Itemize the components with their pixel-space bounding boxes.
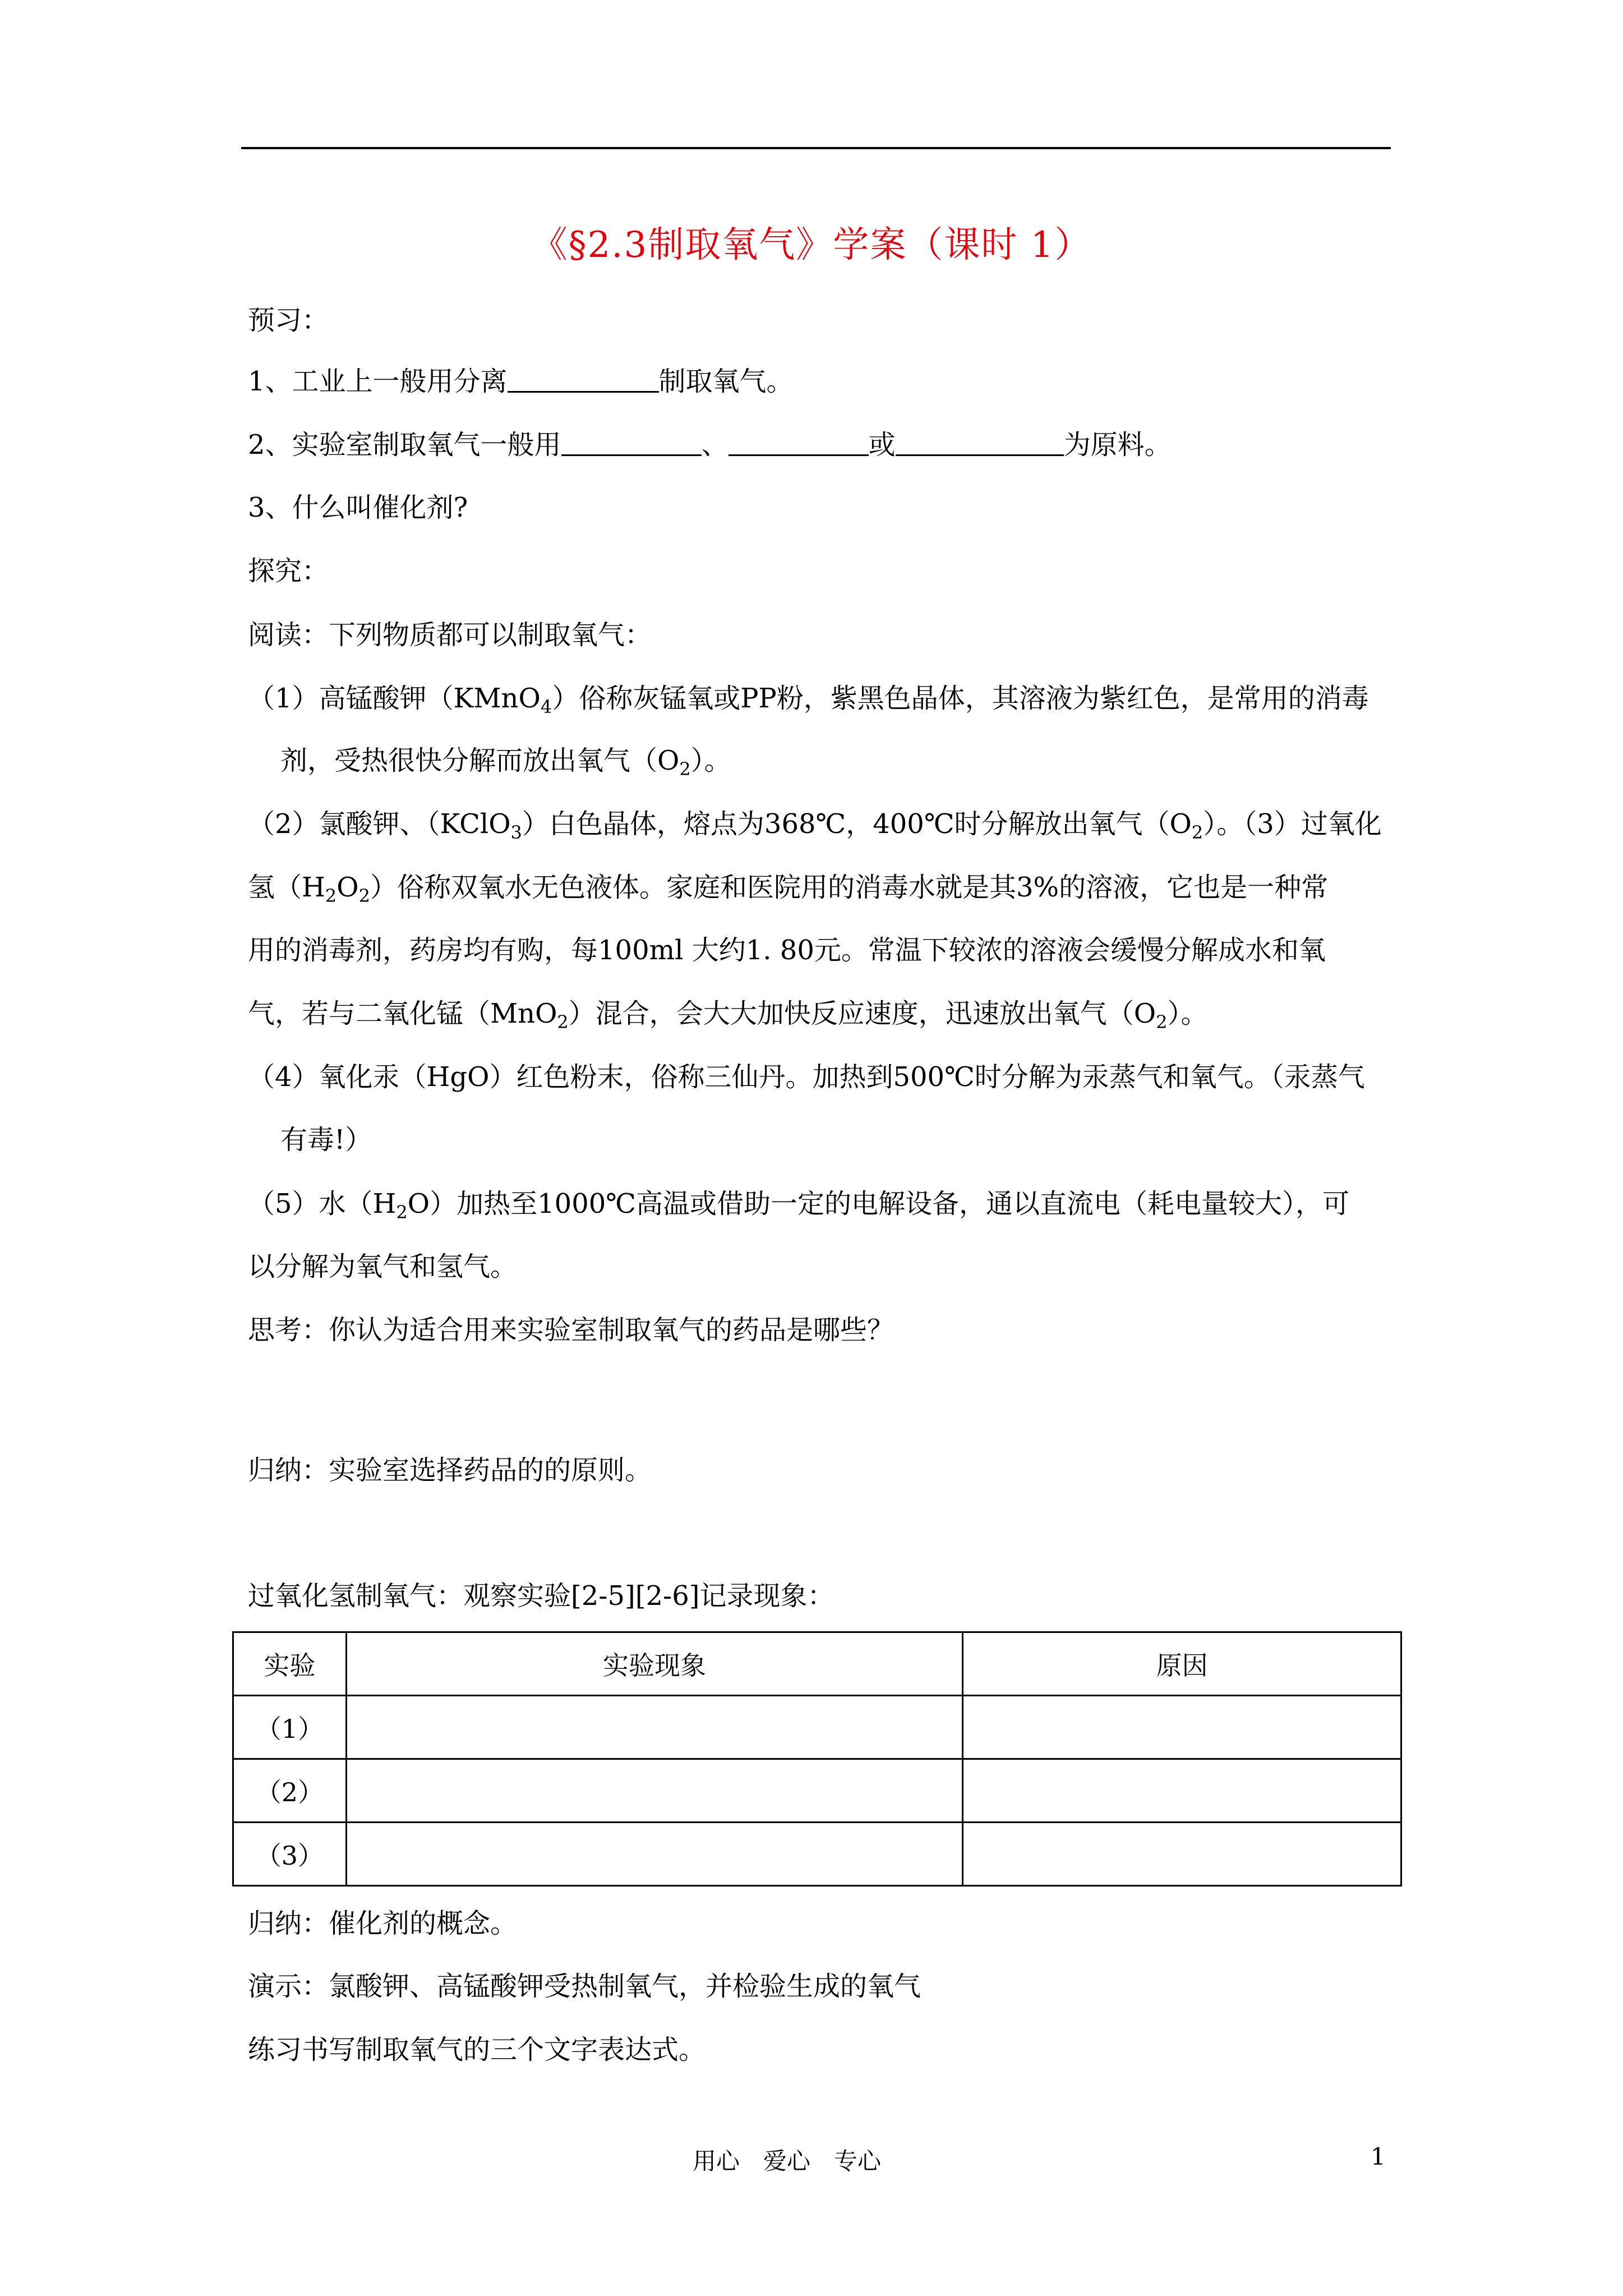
item-2-line-2 (248, 871, 1328, 913)
question-2 (248, 427, 1172, 462)
page-title: 《§2.3制取氧气》学案（课时 1） (531, 224, 1092, 266)
summary-catalyst: 归纳：催化剂的概念。 (248, 1908, 518, 1939)
item-5-line-1 (248, 1187, 1349, 1229)
text-segment: （5）水（H (248, 1188, 396, 1220)
answer-blank[interactable] (561, 427, 702, 456)
text-segment: 氢（H (248, 872, 325, 903)
answer-blank[interactable] (508, 364, 659, 393)
practice-text: 练习书写制取氧气的三个文字表达式。 (248, 2034, 706, 2065)
text-segment: O (336, 872, 359, 903)
reading-intro: 阅读：下列物质都可以制取氧气： (248, 619, 652, 651)
subscript: 2 (325, 885, 337, 907)
subscript: 2 (557, 1011, 569, 1033)
question-2-prefix: 2、实验室制取氧气一般用 (248, 429, 561, 461)
item-5-line-2: 以分解为氧气和氢气。 (248, 1251, 518, 1282)
row-label: （2） (233, 1759, 347, 1823)
text-segment: ）俗称双氧水无色液体。家庭和医院用的消毒水就是其3%的溶液，它也是一种常 (370, 872, 1329, 903)
table-row (233, 1759, 1401, 1823)
item-2-line-4 (248, 997, 1208, 1039)
answer-blank[interactable] (896, 427, 1064, 456)
summary-principles: 归纳：实验室选择药品的的原则。 (248, 1455, 652, 1486)
text-segment: 气，若与二氧化锰（MnO (248, 998, 557, 1029)
phenomenon-cell[interactable] (346, 1696, 962, 1759)
question-3: 3、什么叫催化剂? (248, 492, 468, 523)
subscript: 2 (358, 885, 370, 907)
text-segment: （2）氯酸钾、（KClO (248, 808, 511, 840)
item-1-line-2 (280, 744, 731, 786)
observation-table (232, 1631, 1402, 1887)
text-segment: （1）高锰酸钾（KMnO (248, 683, 541, 714)
item-4-line-1: （4）氧化汞（HgO）红色粉末，俗称三仙丹。加热到500℃时分解为汞蒸气和氧气。（汞蒸气 (248, 1061, 1365, 1093)
footer-slogan: 用心 爱心 专心 (693, 2147, 882, 2175)
text-segment: ）。 (690, 745, 731, 776)
h2o2-intro: 过氧化氢制氧气：观察实验[2-5][2-6]记录现象： (248, 1580, 834, 1612)
item-1-line-1 (248, 682, 1369, 724)
explore-heading: 探究： (248, 555, 329, 587)
question-2-suffix: 为原料。 (1063, 429, 1172, 461)
text-segment: O）加热至1000℃高温或借助一定的电解设备，通以直流电（耗电量较大），可 (407, 1188, 1349, 1220)
item-4-line-2: 有毒!） (280, 1124, 372, 1156)
header-phenomenon: 实验现象 (346, 1632, 962, 1696)
item-2-line-3: 用的消毒剂，药房均有购，每100ml 大约1. 80元。常温下较浓的溶液会缓慢分解成水和氧 (248, 935, 1326, 966)
header-rule (241, 147, 1391, 149)
subscript: 2 (396, 1202, 408, 1223)
phenomenon-cell[interactable] (346, 1759, 962, 1823)
subscript: 2 (1191, 822, 1204, 843)
page-number: 1 (1371, 2143, 1386, 2170)
item-2-line-1 (248, 807, 1382, 849)
reason-cell[interactable] (963, 1759, 1401, 1823)
question-1-prefix: 1、工业上一般用分离 (248, 366, 508, 397)
row-label: （1） (233, 1696, 347, 1759)
header-reason: 原因 (963, 1632, 1401, 1696)
reason-cell[interactable] (963, 1823, 1401, 1886)
preview-heading: 预习： (248, 305, 329, 336)
question-1 (248, 364, 794, 398)
subscript: 2 (1156, 1011, 1168, 1033)
phenomenon-cell[interactable] (346, 1823, 962, 1886)
subscript: 4 (540, 696, 552, 717)
question-2-sep2: 或 (868, 429, 896, 461)
text-segment: 剂，受热很快分解而放出氧气（O (280, 745, 680, 776)
question-2-sep1: 、 (701, 429, 728, 461)
think-question: 思考：你认为适合用来实验室制取氧气的药品是哪些？ (248, 1314, 895, 1346)
text-segment: ）俗称灰锰氧或PP粉，紫黑色晶体，其溶液为紫红色，是常用的消毒 (552, 683, 1369, 714)
table-header-row (233, 1632, 1401, 1696)
row-label: （3） (233, 1823, 347, 1886)
text-segment: ）白色晶体，熔点为368℃，400℃时分解放出氧气（O (522, 808, 1192, 840)
table-row (233, 1696, 1401, 1759)
subscript: 3 (510, 822, 522, 843)
reason-cell[interactable] (963, 1696, 1401, 1759)
table-row (233, 1823, 1401, 1886)
answer-blank[interactable] (728, 427, 869, 456)
header-experiment: 实验 (233, 1632, 347, 1696)
text-segment: ）混合，会大大加快反应速度，迅速放出氧气（O (568, 998, 1156, 1029)
text-segment: ）。 (1167, 998, 1208, 1029)
question-1-suffix: 制取氧气。 (658, 366, 794, 397)
subscript: 2 (679, 758, 691, 780)
demo-text: 演示：氯酸钾、高锰酸钾受热制氧气，并检验生成的氧气 (248, 1971, 921, 2002)
text-segment: ）。（3）过氧化 (1203, 808, 1382, 840)
